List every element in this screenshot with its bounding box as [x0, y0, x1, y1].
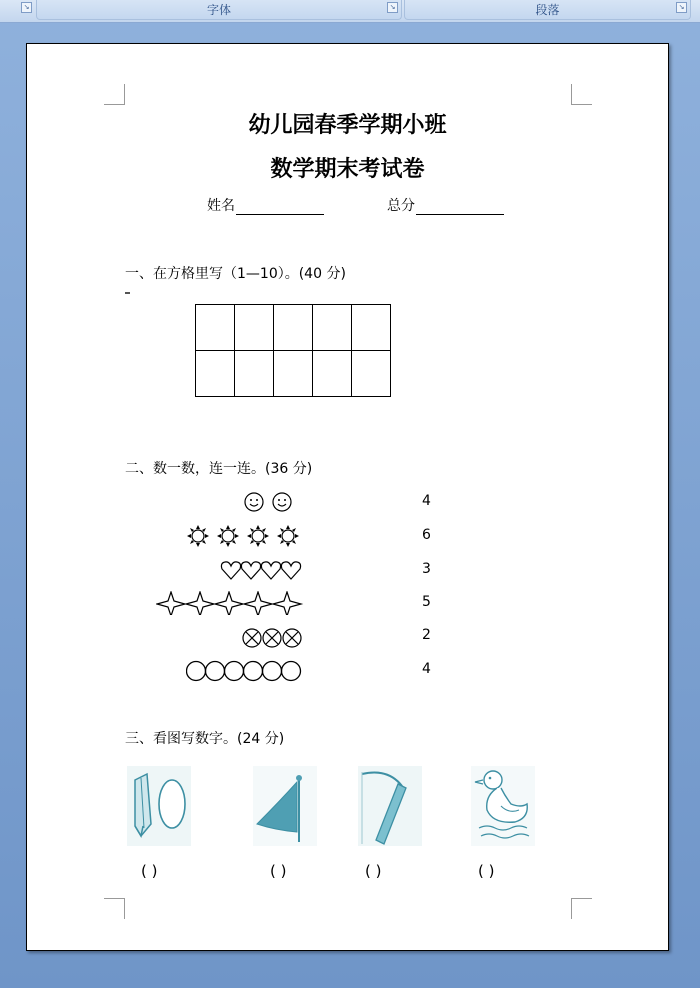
pencil-and-egg-icon: [127, 766, 191, 846]
margin-corner-mark: [571, 84, 592, 105]
grid-cell[interactable]: [235, 351, 274, 397]
circle-icon: [225, 662, 244, 681]
writing-grid: [195, 304, 391, 397]
answer-blank[interactable]: ( ): [365, 862, 382, 880]
answer-blank[interactable]: ( ): [478, 862, 495, 880]
name-field: [207, 195, 324, 215]
grid-row: [196, 351, 391, 397]
star-icon: [273, 592, 301, 615]
star-icon: [244, 592, 272, 615]
smiley-row: [244, 490, 304, 514]
crossed-circle-icon: [263, 629, 281, 647]
duck-icon: [471, 766, 535, 846]
star-icon: [215, 592, 243, 615]
heart-icon: [261, 562, 280, 579]
section3-heading: 三、看图写数字。(24 分): [125, 731, 285, 747]
crossed-circle-icon: [283, 629, 301, 647]
star-row: [156, 591, 304, 615]
heart-row: [220, 558, 304, 582]
star-icon: [186, 592, 214, 615]
sun-row: [184, 524, 304, 548]
match-number: 6: [422, 527, 431, 543]
flag-icon: [253, 766, 317, 846]
section1-heading: 一、在方格里写（1—10）。(40 分): [125, 266, 346, 282]
circle-row: [186, 658, 304, 682]
match-number: 4: [422, 493, 431, 509]
sun-icon: [187, 525, 209, 547]
font-dialog-launcher-icon[interactable]: ↘: [387, 2, 398, 13]
grid-cell[interactable]: [274, 305, 313, 351]
smiley-icon: [245, 493, 263, 511]
match-number: 3: [422, 561, 431, 577]
score-label: 总分: [387, 198, 415, 214]
match-number: 5: [422, 594, 431, 610]
grid-cell[interactable]: [313, 305, 352, 351]
heart-icon: [241, 562, 260, 579]
ribbon-group-font: [36, 0, 402, 20]
circle-icon: [282, 662, 301, 681]
ribbon-group-font-label: 字体: [206, 3, 231, 17]
crossed-circle-icon: [243, 629, 261, 647]
margin-corner-mark: [104, 84, 125, 105]
name-label: 姓名: [207, 198, 235, 214]
doc-title-line1: 幼儿园春季学期小班: [248, 112, 447, 138]
score-field: [387, 195, 504, 215]
grid-cell[interactable]: [352, 351, 391, 397]
match-number: 2: [422, 627, 431, 643]
grid-cell[interactable]: [313, 351, 352, 397]
sun-icon: [217, 525, 239, 547]
grid-cell[interactable]: [196, 351, 235, 397]
ribbon-group-paragraph-label: 段落: [535, 3, 560, 17]
sun-icon: [277, 525, 299, 547]
margin-corner-mark: [571, 898, 592, 919]
left-launcher-icon[interactable]: ↘: [21, 2, 32, 13]
stray-mark: [125, 292, 130, 294]
crossed-circle-row: [242, 626, 304, 650]
match-number: 4: [422, 661, 431, 677]
score-underline: [416, 200, 504, 215]
paragraph-dialog-launcher-icon[interactable]: ↘: [676, 2, 687, 13]
grid-cell[interactable]: [274, 351, 313, 397]
section2-heading: 二、数一数，连一连。(36 分): [125, 461, 313, 477]
answer-blank[interactable]: ( ): [270, 862, 287, 880]
sun-icon: [247, 525, 269, 547]
circle-icon: [263, 662, 282, 681]
sickle-icon: [358, 766, 422, 846]
doc-title-line2: 数学期末考试卷: [270, 156, 425, 182]
grid-cell[interactable]: [196, 305, 235, 351]
ribbon-bar: [0, 0, 700, 23]
grid-row: [196, 305, 391, 351]
grid-cell[interactable]: [235, 305, 274, 351]
circle-icon: [244, 662, 263, 681]
margin-corner-mark: [104, 898, 125, 919]
heart-icon: [281, 562, 300, 579]
heart-icon: [221, 562, 240, 579]
circle-icon: [206, 662, 225, 681]
star-icon: [157, 592, 185, 615]
smiley-icon: [273, 493, 291, 511]
document-page[interactable]: [26, 43, 669, 951]
name-underline: [236, 200, 324, 215]
answer-blank[interactable]: ( ): [141, 862, 158, 880]
ribbon-group-paragraph: [404, 0, 691, 20]
grid-cell[interactable]: [352, 305, 391, 351]
circle-icon: [187, 662, 206, 681]
